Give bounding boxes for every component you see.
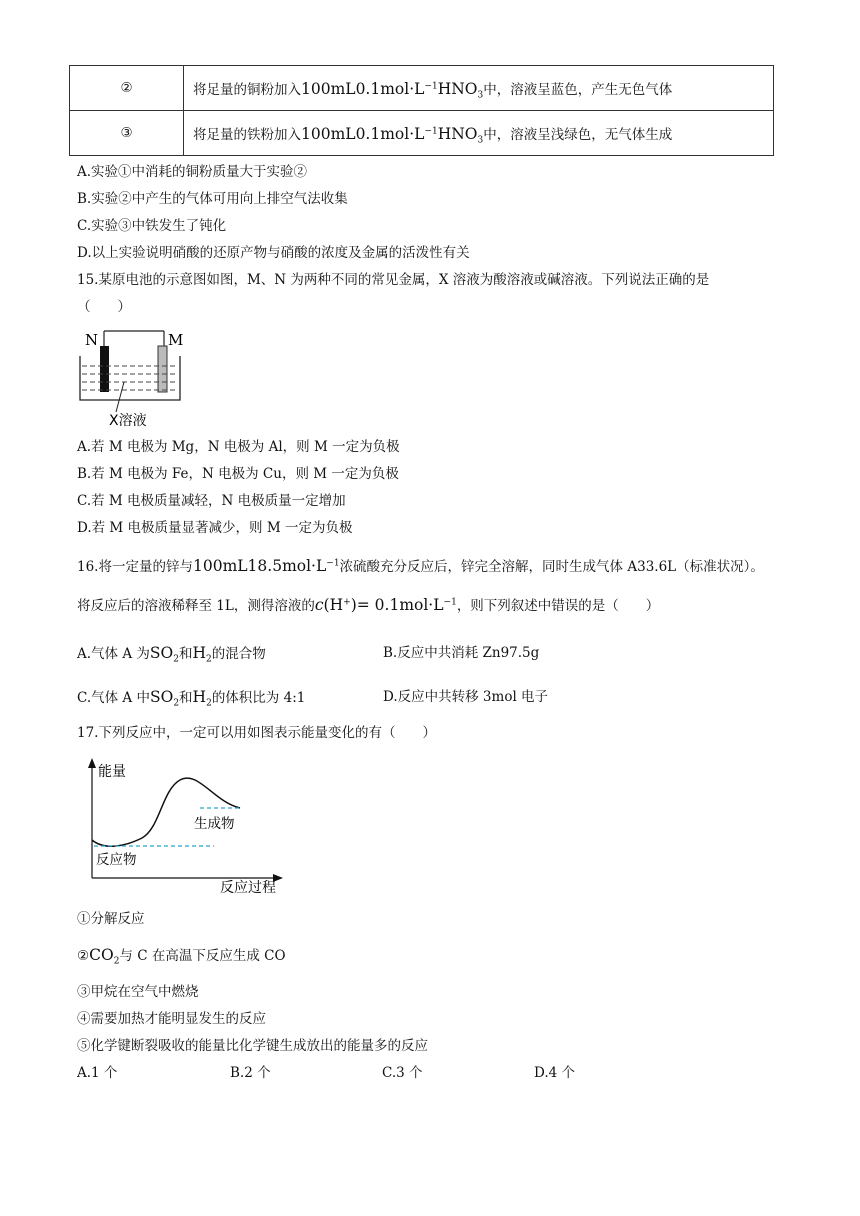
q15-option-d: D.若 M 电极质量显著减少，则 M 一定为负极 bbox=[77, 520, 353, 536]
q17-option-c: C.3 个 bbox=[382, 1065, 423, 1081]
q14-option-c: C.实验③中铁发生了钝化 bbox=[77, 218, 227, 234]
energy-curve bbox=[92, 778, 240, 846]
experiment-table bbox=[69, 65, 774, 156]
q17-item-4: ④需要加热才能明显发生的反应 bbox=[77, 1011, 266, 1027]
q17-option-d: D.4 个 bbox=[534, 1065, 576, 1081]
product-label: 生成物 bbox=[194, 816, 235, 832]
q17-item-2: $②CO_2$与 C 在高温下反应生成 CO bbox=[77, 946, 286, 967]
q17-option-b: B.2 个 bbox=[230, 1065, 271, 1081]
q17-item-1: ①分解反应 bbox=[77, 911, 145, 927]
galvanic-cell-figure bbox=[76, 326, 186, 430]
q15-option-a: A.若 M 电极为 Mg，N 电极为 Al，则 M 一定为负极 bbox=[77, 439, 400, 455]
q16-option-b: B.反应中共消耗 Zn97.5g bbox=[383, 645, 540, 661]
table-row bbox=[70, 66, 774, 111]
energy-diagram bbox=[80, 752, 285, 894]
electrode-m bbox=[158, 346, 167, 392]
q16-option-c: C.气体 A 中$SO_2$和$H_2$的体积比为 4:1 bbox=[77, 688, 306, 709]
x-axis-label: 反应过程 bbox=[220, 880, 276, 894]
q15-answer-bracket: （ ） bbox=[77, 299, 131, 315]
q16-option-d: D.反应中共转移 3mol 电子 bbox=[383, 689, 549, 705]
label-m: M bbox=[168, 331, 184, 349]
label-n: N bbox=[85, 331, 99, 349]
y-axis-arrow-icon bbox=[88, 758, 96, 768]
table-row bbox=[70, 111, 774, 156]
row-number: ② bbox=[70, 66, 184, 111]
reactant-label: 反应物 bbox=[96, 852, 137, 868]
q16-stem-line1: 16.将一定量的锌与$100mL18.5mol\cdot L^{-1}$浓硫酸充分反应后，锌完全溶解，同时生成气体 A33.6L（标准状况）。 bbox=[77, 557, 764, 575]
electrode-n bbox=[100, 346, 109, 392]
q15-stem: 15.某原电池的示意图如图，M、N 为两种不同的常见金属，X 溶液为酸溶液或碱溶液。下列说法正确的是 bbox=[77, 272, 710, 288]
q15-option-b: B.若 M 电极为 Fe，N 电极为 Cu，则 M 一定为负极 bbox=[77, 466, 399, 482]
row-number: ③ bbox=[70, 111, 184, 156]
label-solution: X溶液 bbox=[109, 413, 147, 429]
q17-option-a: A.1 个 bbox=[77, 1065, 118, 1081]
q16-stem-line2: 将反应后的溶液稀释至 1L，测得溶液的$c(H^+)= 0.1mol\cdot L^{-1}$，则下列叙述中错误的是（ ） bbox=[77, 596, 660, 614]
q17-item-5: ⑤化学键断裂吸收的能量比化学键生成放出的能量多的反应 bbox=[77, 1038, 428, 1054]
q14-option-a: A.实验①中消耗的铜粉质量大于实验② bbox=[77, 164, 308, 180]
q14-option-b: B.实验②中产生的气体可用向上排空气法收集 bbox=[77, 191, 348, 207]
row-description: 将足量的铁粉加入$100mL0.1mol\cdot L^{-1}HNO_3$中，溶液呈浅绿色，无气体生成 bbox=[184, 111, 774, 156]
q15-option-c: C.若 M 电极质量减轻，N 电极质量一定增加 bbox=[77, 493, 346, 509]
q17-stem: 17.下列反应中，一定可以用如图表示能量变化的有（ ） bbox=[77, 725, 436, 741]
q17-item-3: ③甲烷在空气中燃烧 bbox=[77, 984, 199, 1000]
y-axis-label: 能量 bbox=[98, 764, 126, 780]
q16-option-a: A.气体 A 为$SO_2$和$H_2$的混合物 bbox=[77, 644, 266, 665]
q14-option-d: D.以上实验说明硝酸的还原产物与硝酸的浓度及金属的活泼性有关 bbox=[77, 245, 470, 261]
row-description: 将足量的铜粉加入$100mL0.1mol\cdot L^{-1}HNO_3$中，溶液呈蓝色，产生无色气体 bbox=[184, 66, 774, 111]
